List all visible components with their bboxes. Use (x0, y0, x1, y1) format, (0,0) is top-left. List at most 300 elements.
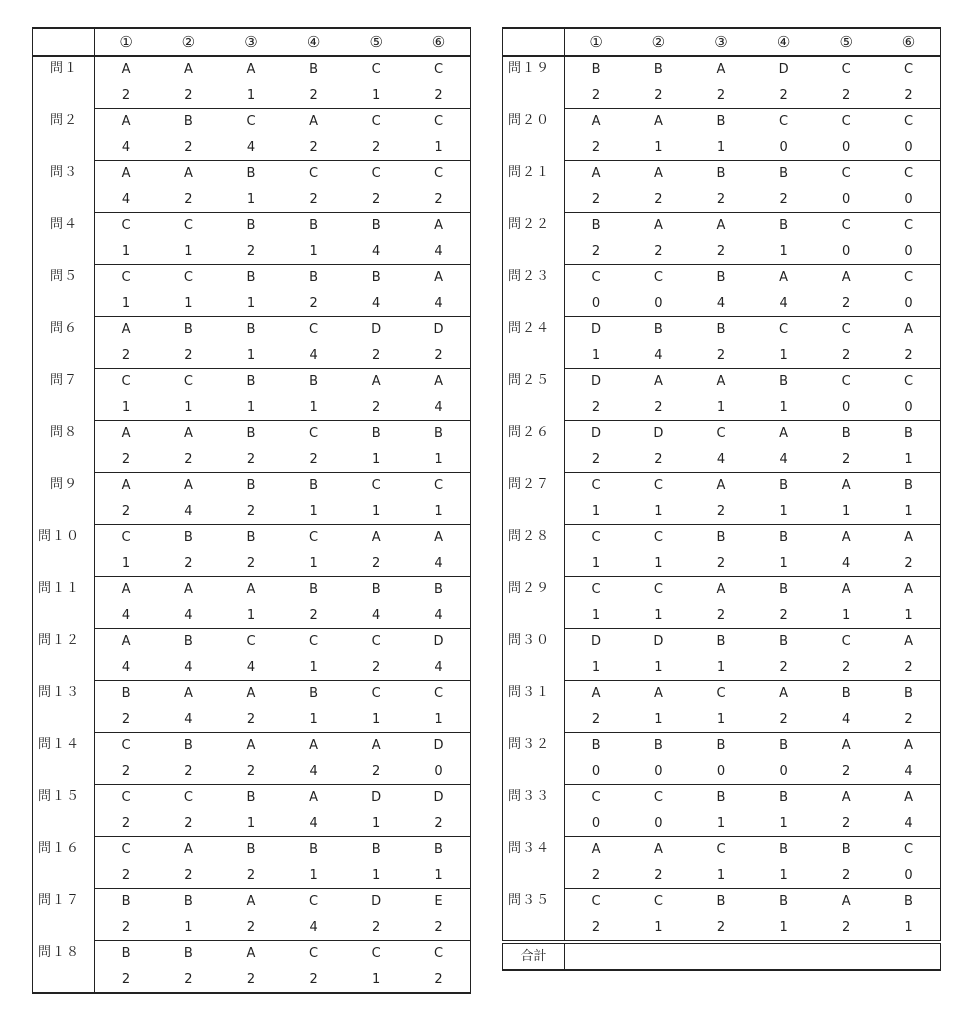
score-cell: 4 (877, 810, 940, 837)
grade-cell: C (309, 894, 319, 909)
score-cell: 1 (752, 394, 815, 421)
grade-cell: C (309, 530, 319, 545)
grade-cell: C (183, 790, 193, 805)
grade-cell: C (841, 218, 851, 233)
grade-cell: C (183, 218, 193, 233)
question-grade-row (33, 785, 471, 811)
question-score-row (503, 654, 941, 681)
grade-cell: C (183, 270, 193, 285)
score-cell: 4 (220, 654, 283, 681)
score-cell: 4 (95, 602, 158, 629)
question-grade-row (33, 369, 471, 395)
grade-cell: B (309, 686, 319, 701)
grade-cell: B (716, 530, 726, 545)
question-score-row (503, 446, 941, 473)
score-cell: 1 (690, 654, 753, 681)
grade-cell: C (121, 790, 131, 805)
score-cell: 2 (157, 134, 220, 161)
grade-cell: A (653, 218, 663, 233)
grade-cell: B (716, 894, 726, 909)
grade-cell: A (121, 426, 131, 441)
question-score-row (503, 290, 941, 317)
grade-cell: A (309, 114, 319, 129)
column-header: ⑤ (345, 28, 408, 56)
column-header: ④ (752, 28, 815, 56)
score-cell: 0 (565, 290, 628, 317)
score-table-right (502, 27, 941, 971)
grade-cell: B (653, 738, 663, 753)
score-cell: 2 (95, 966, 158, 993)
score-cell: 2 (407, 810, 470, 837)
score-cell: 2 (95, 446, 158, 473)
score-cell: 2 (282, 966, 345, 993)
total-row (503, 942, 941, 970)
score-cell: 2 (877, 550, 940, 577)
grade-cell: C (653, 530, 663, 545)
score-cell: 2 (815, 342, 878, 369)
score-cell: 0 (627, 758, 690, 785)
grade-cell: A (121, 322, 131, 337)
question-score-row (33, 602, 471, 629)
grade-cell: A (183, 582, 193, 597)
grade-cell: B (246, 322, 256, 337)
score-cell: 1 (282, 550, 345, 577)
score-cell: 1 (220, 394, 283, 421)
grade-cell: A (309, 738, 319, 753)
score-cell: 1 (752, 550, 815, 577)
score-cell: 1 (95, 238, 158, 265)
score-cell: 2 (157, 446, 220, 473)
grade-cell: C (653, 790, 663, 805)
question-label: 問１４ (33, 733, 95, 785)
question-label: 問１０ (33, 525, 95, 577)
grade-cell: B (246, 166, 256, 181)
score-cell: 1 (877, 498, 940, 525)
grade-cell: C (407, 473, 470, 499)
question-score-row (33, 706, 471, 733)
score-cell: 2 (565, 446, 628, 473)
score-cell: 2 (565, 238, 628, 265)
question-score-row (503, 238, 941, 265)
question-label: 問１３ (33, 681, 95, 733)
score-cell: 1 (220, 82, 283, 109)
question-label: 問２８ (503, 525, 565, 577)
grade-cell: A (653, 114, 663, 129)
grade-cell: C (653, 478, 663, 493)
grade-cell: A (246, 686, 256, 701)
score-cell: 1 (157, 914, 220, 941)
grade-cell: A (841, 530, 851, 545)
score-cell: 0 (877, 290, 940, 317)
score-cell: 1 (282, 862, 345, 889)
grade-cell: A (407, 369, 470, 395)
grade-cell: C (121, 374, 131, 389)
score-cell: 2 (565, 706, 628, 733)
score-cell: 0 (877, 394, 940, 421)
column-header: ④ (282, 28, 345, 56)
grade-cell: A (371, 530, 381, 545)
score-cell: 0 (752, 758, 815, 785)
question-label: 問１２ (33, 629, 95, 681)
grade-cell: A (841, 894, 851, 909)
question-score-row (33, 498, 471, 525)
score-cell: 2 (157, 82, 220, 109)
question-label: 問２２ (503, 213, 565, 265)
score-cell: 2 (157, 758, 220, 785)
score-cell: 2 (815, 446, 878, 473)
score-cell: 2 (565, 82, 628, 109)
score-cell: 0 (815, 186, 878, 213)
score-cell: 1 (345, 446, 408, 473)
score-cell: 2 (282, 82, 345, 109)
question-label: 問２９ (503, 577, 565, 629)
question-label: 問３５ (503, 889, 565, 943)
column-header: ① (565, 28, 628, 56)
grade-cell: A (841, 270, 851, 285)
score-cell: 2 (690, 602, 753, 629)
grade-cell: A (716, 218, 726, 233)
question-label: 問３ (33, 161, 95, 213)
score-cell: 2 (690, 342, 753, 369)
question-label: 問６ (33, 317, 95, 369)
grade-cell: B (183, 946, 193, 961)
grade-cell: B (371, 426, 381, 441)
score-cell: 4 (345, 290, 408, 317)
grade-cell: A (779, 686, 789, 701)
question-label: 問２５ (503, 369, 565, 421)
score-cell: 2 (282, 186, 345, 213)
score-cell: 1 (345, 810, 408, 837)
score-cell: 2 (157, 810, 220, 837)
question-score-row (503, 914, 941, 942)
score-cell: 2 (407, 342, 470, 369)
question-label: 問３０ (503, 629, 565, 681)
score-cell: 2 (157, 966, 220, 993)
score-cell: 0 (877, 134, 940, 161)
grade-cell: B (779, 478, 789, 493)
score-cell: 1 (407, 706, 470, 733)
grade-cell: C (779, 322, 789, 337)
grade-cell: C (371, 686, 381, 701)
score-cell: 2 (345, 134, 408, 161)
grade-cell: C (121, 270, 131, 285)
score-cell: 0 (565, 758, 628, 785)
score-cell: 1 (877, 914, 940, 942)
column-header: ② (157, 28, 220, 56)
score-cell: 2 (95, 758, 158, 785)
grade-cell: C (371, 946, 381, 961)
grade-cell: B (716, 270, 726, 285)
grade-cell: B (246, 478, 256, 493)
grade-cell: C (841, 322, 851, 337)
grade-cell: B (653, 62, 663, 77)
grade-cell: B (407, 577, 470, 603)
score-cell: 2 (877, 706, 940, 733)
header-row (33, 28, 471, 56)
score-cell: 1 (345, 706, 408, 733)
column-header: ③ (690, 28, 753, 56)
score-cell: 1 (220, 602, 283, 629)
grade-cell: D (407, 629, 470, 655)
score-cell: 1 (407, 862, 470, 889)
score-cell: 4 (157, 654, 220, 681)
score-cell: 2 (565, 862, 628, 889)
grade-cell: B (653, 322, 663, 337)
score-cell: 4 (345, 602, 408, 629)
grade-cell: A (121, 582, 131, 597)
question-label: 問２１ (503, 161, 565, 213)
question-grade-row (503, 525, 941, 551)
score-cell: 1 (627, 706, 690, 733)
question-grade-row (503, 889, 941, 915)
grade-cell: C (246, 114, 256, 129)
score-cell: 4 (752, 446, 815, 473)
score-cell: 2 (690, 82, 753, 109)
grade-cell: D (591, 634, 602, 649)
question-label: 問１６ (33, 837, 95, 889)
grade-cell: B (716, 738, 726, 753)
question-grade-row (33, 837, 471, 863)
score-cell: 1 (627, 498, 690, 525)
grade-cell: C (591, 582, 601, 597)
score-cell: 2 (627, 862, 690, 889)
grade-cell: A (407, 265, 470, 291)
grade-cell: B (779, 374, 789, 389)
grade-cell: B (779, 790, 789, 805)
question-grade-row (33, 525, 471, 551)
question-label: 問２７ (503, 473, 565, 525)
grade-cell: D (371, 894, 382, 909)
grade-cell: C (653, 894, 663, 909)
score-cell: 4 (407, 654, 470, 681)
question-grade-row (33, 265, 471, 291)
grade-cell: A (877, 525, 940, 551)
score-cell: 2 (95, 914, 158, 941)
grade-cell: C (407, 941, 470, 967)
score-cell: 2 (282, 602, 345, 629)
score-cell: 2 (157, 550, 220, 577)
grade-cell: A (779, 426, 789, 441)
grade-cell: C (407, 56, 470, 82)
grade-cell: D (653, 634, 664, 649)
grade-cell: C (841, 62, 851, 77)
score-cell: 1 (282, 498, 345, 525)
grade-cell: D (591, 426, 602, 441)
question-grade-row (33, 681, 471, 707)
grade-cell: D (407, 785, 470, 811)
score-cell: 2 (95, 810, 158, 837)
question-grade-row (33, 941, 471, 967)
score-cell: 2 (157, 862, 220, 889)
question-score-row (33, 550, 471, 577)
grade-cell: B (309, 582, 319, 597)
grade-cell: A (371, 374, 381, 389)
question-score-row (503, 342, 941, 369)
score-cell: 1 (157, 290, 220, 317)
grade-cell: C (121, 738, 131, 753)
grade-cell: A (653, 166, 663, 181)
question-grade-row (33, 109, 471, 135)
question-score-row (33, 238, 471, 265)
grade-cell: C (407, 109, 470, 135)
score-cell: 4 (690, 290, 753, 317)
grade-cell: A (246, 946, 256, 961)
grade-cell: A (877, 317, 940, 343)
grade-cell: C (653, 270, 663, 285)
question-grade-row (503, 369, 941, 395)
question-label: 問３４ (503, 837, 565, 889)
score-cell: 1 (157, 394, 220, 421)
question-grade-row (503, 109, 941, 135)
score-cell: 2 (565, 134, 628, 161)
score-cell: 2 (345, 186, 408, 213)
question-grade-row (503, 837, 941, 863)
grade-cell: B (309, 842, 319, 857)
grade-cell: A (183, 426, 193, 441)
score-cell: 1 (752, 914, 815, 942)
score-cell: 1 (752, 498, 815, 525)
question-score-row (503, 186, 941, 213)
grade-cell: C (121, 218, 131, 233)
score-cell: 1 (627, 654, 690, 681)
grade-cell: B (591, 218, 601, 233)
score-cell: 1 (282, 238, 345, 265)
score-cell: 2 (95, 82, 158, 109)
score-cell: 1 (220, 342, 283, 369)
score-cell: 2 (690, 914, 753, 942)
question-grade-row (33, 317, 471, 343)
question-score-row (503, 862, 941, 889)
score-cell: 1 (407, 498, 470, 525)
score-cell: 1 (690, 706, 753, 733)
question-label: 問２ (33, 109, 95, 161)
grade-cell: A (407, 213, 470, 239)
grade-cell: B (309, 478, 319, 493)
grade-cell: A (841, 790, 851, 805)
total-label: 合計 (503, 942, 565, 970)
score-cell: 2 (407, 186, 470, 213)
score-cell: 1 (345, 82, 408, 109)
score-cell: 2 (690, 498, 753, 525)
grade-cell: D (591, 322, 602, 337)
grade-cell: A (716, 62, 726, 77)
question-label: 問５ (33, 265, 95, 317)
question-score-row (33, 290, 471, 317)
score-cell: 2 (282, 290, 345, 317)
score-cell: 4 (95, 654, 158, 681)
score-cell: 2 (752, 706, 815, 733)
grade-cell: C (716, 426, 726, 441)
score-cell: 2 (752, 82, 815, 109)
question-label: 問１９ (503, 56, 565, 109)
grade-cell: A (653, 686, 663, 701)
score-cell: 1 (627, 134, 690, 161)
score-cell: 1 (627, 602, 690, 629)
score-cell: 1 (95, 290, 158, 317)
question-grade-row (33, 733, 471, 759)
score-cell: 1 (565, 342, 628, 369)
grade-cell: B (183, 738, 193, 753)
question-label: 問１１ (33, 577, 95, 629)
grade-cell: C (591, 270, 601, 285)
grade-cell: A (121, 634, 131, 649)
score-cell: 4 (690, 446, 753, 473)
grade-cell: A (183, 62, 193, 77)
score-cell: 2 (690, 238, 753, 265)
question-score-row (33, 394, 471, 421)
question-score-row (33, 810, 471, 837)
header-row (503, 28, 941, 56)
grade-cell: C (877, 161, 940, 187)
question-label: 問１５ (33, 785, 95, 837)
grade-cell: C (121, 842, 131, 857)
grade-cell: B (877, 421, 940, 447)
column-header: ③ (220, 28, 283, 56)
question-grade-row (33, 56, 471, 82)
score-cell: 1 (407, 446, 470, 473)
question-score-row (503, 602, 941, 629)
score-cell: 2 (220, 446, 283, 473)
score-cell: 2 (627, 82, 690, 109)
grade-cell: A (779, 270, 789, 285)
grade-cell: C (371, 634, 381, 649)
question-grade-row (503, 56, 941, 82)
score-cell: 2 (95, 706, 158, 733)
grade-cell: B (371, 582, 381, 597)
score-cell: 2 (752, 186, 815, 213)
question-score-row (33, 446, 471, 473)
question-label: 問７ (33, 369, 95, 421)
score-cell: 4 (282, 758, 345, 785)
score-cell: 1 (752, 810, 815, 837)
grade-cell: A (841, 738, 851, 753)
score-cell: 2 (220, 706, 283, 733)
question-grade-row (33, 213, 471, 239)
question-score-row (33, 186, 471, 213)
grade-cell: B (716, 114, 726, 129)
score-cell: 2 (282, 134, 345, 161)
score-cell: 2 (627, 446, 690, 473)
grade-cell: D (653, 426, 664, 441)
grade-cell: B (407, 837, 470, 863)
grade-cell: C (877, 837, 940, 863)
score-cell: 1 (565, 550, 628, 577)
grade-cell: C (591, 478, 601, 493)
score-cell: 2 (627, 394, 690, 421)
grade-cell: C (841, 374, 851, 389)
score-cell: 2 (565, 914, 628, 942)
grade-cell: C (591, 790, 601, 805)
score-cell: 4 (407, 394, 470, 421)
question-grade-row (33, 421, 471, 447)
question-label: 問４ (33, 213, 95, 265)
score-cell: 2 (815, 810, 878, 837)
question-score-row (503, 706, 941, 733)
score-cell: 2 (220, 914, 283, 941)
score-cell: 2 (220, 966, 283, 993)
grade-cell: C (716, 842, 726, 857)
grade-cell: B (877, 681, 940, 707)
grade-cell: C (309, 322, 319, 337)
score-cell: 2 (815, 758, 878, 785)
question-label: 問３２ (503, 733, 565, 785)
score-cell: 4 (627, 342, 690, 369)
question-grade-row (33, 161, 471, 187)
question-grade-row (33, 889, 471, 915)
score-cell: 0 (877, 186, 940, 213)
score-cell: 2 (815, 914, 878, 942)
grade-cell: C (877, 265, 940, 291)
